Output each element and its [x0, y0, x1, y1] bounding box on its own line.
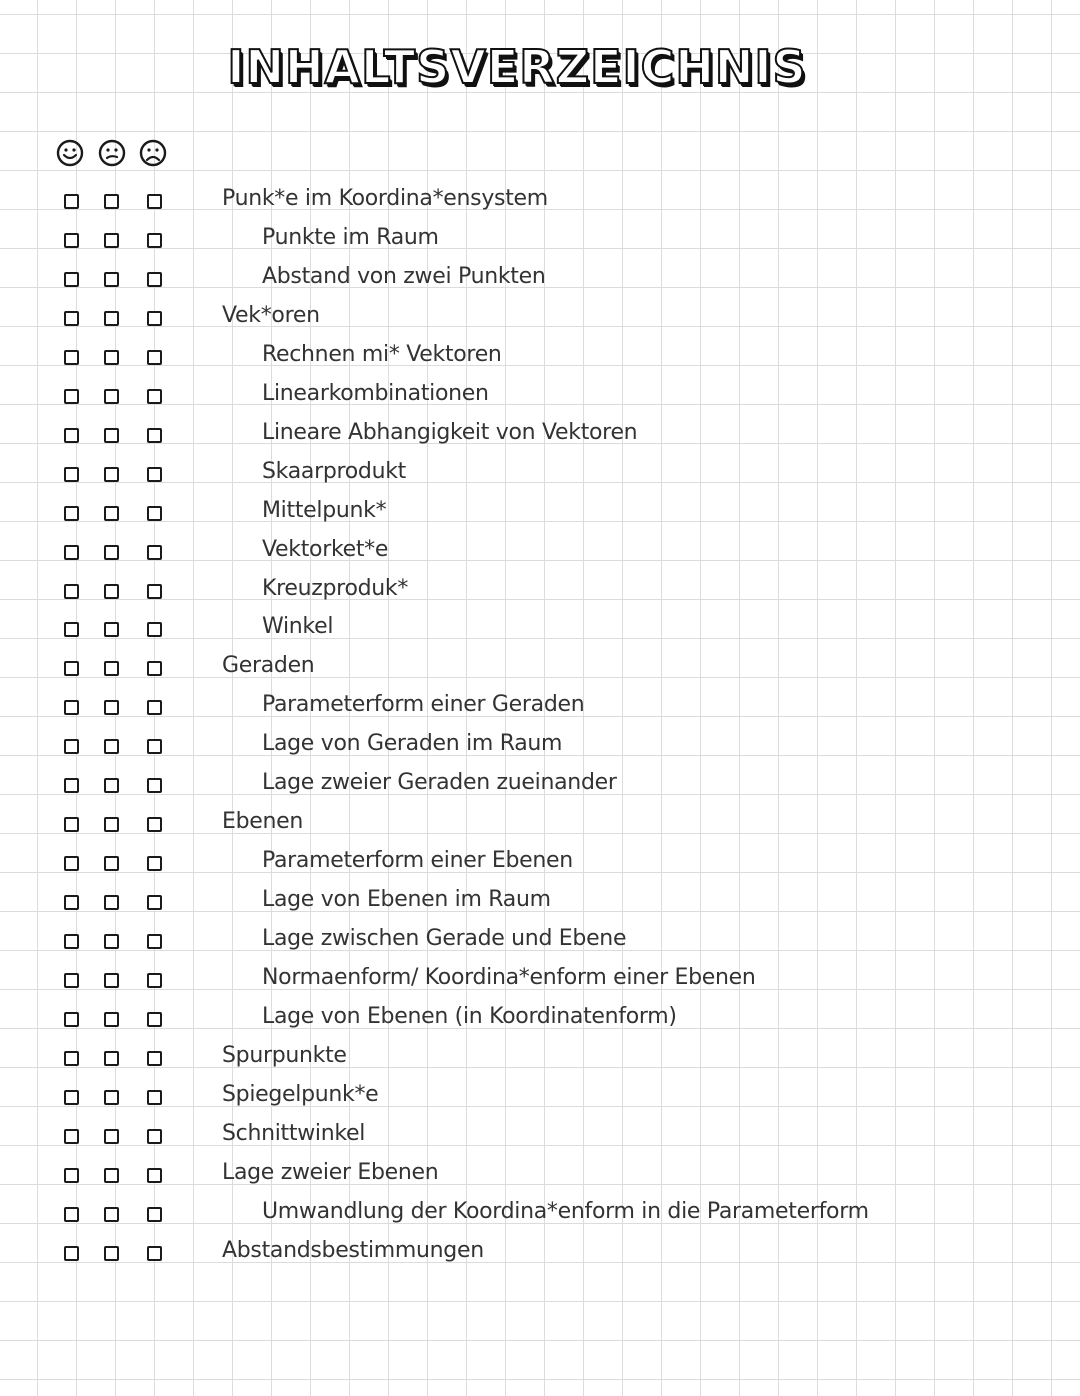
subsection-title: Lage von Geraden im Raum: [262, 731, 563, 757]
rating-bad-checkbox[interactable]: [147, 973, 162, 988]
rating-good-checkbox[interactable]: [64, 506, 79, 521]
rating-good-checkbox[interactable]: [64, 233, 79, 248]
rating-ok-checkbox[interactable]: [104, 622, 119, 637]
rating-bad-checkbox[interactable]: [147, 700, 162, 715]
rating-ok-checkbox[interactable]: [104, 700, 119, 715]
subsection-title: Kreuzproduk*: [262, 575, 409, 601]
rating-bad-checkbox[interactable]: [147, 1129, 162, 1144]
section-title: Vek*oren: [222, 302, 320, 328]
rating-bad-checkbox[interactable]: [147, 389, 162, 404]
subsection-title: Lage von Ebenen im Raum: [262, 887, 551, 913]
rating-good-checkbox[interactable]: [64, 1012, 79, 1027]
rating-bad-checkbox[interactable]: [147, 1012, 162, 1027]
list-item: [0, 844, 1080, 883]
rating-ok-checkbox[interactable]: [104, 817, 119, 832]
list-item: [0, 572, 1080, 611]
subsection-title: Winkel: [262, 614, 334, 640]
rating-bad-checkbox[interactable]: [147, 1090, 162, 1105]
rating-bad-checkbox[interactable]: [147, 1168, 162, 1183]
list-item: [0, 1156, 1080, 1195]
rating-good-checkbox[interactable]: [64, 1246, 79, 1261]
list-item: [0, 221, 1080, 260]
list-item: [0, 727, 1080, 766]
subsection-title: Lage zweier Geraden zueinander: [262, 770, 617, 796]
rating-ok-checkbox[interactable]: [104, 467, 119, 482]
list-item: [0, 1195, 1080, 1234]
rating-bad-checkbox[interactable]: [147, 1051, 162, 1066]
subsection-title: Normaenform/ Koordina*enform einer Ebenen: [262, 965, 756, 990]
rating-good-checkbox[interactable]: [64, 545, 79, 560]
rating-ok-checkbox[interactable]: [104, 1246, 119, 1261]
happy-face-icon: [56, 139, 84, 167]
rating-ok-checkbox[interactable]: [104, 233, 119, 248]
list-item: [0, 1078, 1080, 1117]
rating-ok-checkbox[interactable]: [104, 661, 119, 676]
rating-ok-checkbox[interactable]: [104, 1051, 119, 1066]
list-item: [0, 299, 1080, 338]
rating-ok-checkbox[interactable]: [104, 194, 119, 209]
rating-good-checkbox[interactable]: [64, 1090, 79, 1105]
rating-ok-checkbox[interactable]: [104, 584, 119, 599]
section-title: Schnittwinkel: [222, 1120, 366, 1146]
rating-bad-checkbox[interactable]: [147, 739, 162, 754]
subsection-title: Parameterform einer Ebenen: [262, 848, 573, 874]
list-item: [0, 1039, 1080, 1078]
rating-good-checkbox[interactable]: [64, 817, 79, 832]
rating-good-checkbox[interactable]: [64, 661, 79, 676]
rating-bad-checkbox[interactable]: [147, 506, 162, 521]
rating-bad-checkbox[interactable]: [147, 350, 162, 365]
list-item: [0, 1234, 1080, 1273]
rating-good-checkbox[interactable]: [64, 584, 79, 599]
rating-ok-checkbox[interactable]: [104, 856, 119, 871]
list-item: [0, 922, 1080, 961]
rating-ok-checkbox[interactable]: [104, 1129, 119, 1144]
rating-bad-checkbox[interactable]: [147, 1207, 162, 1222]
rating-bad-checkbox[interactable]: [147, 584, 162, 599]
rating-ok-checkbox[interactable]: [104, 739, 119, 754]
rating-bad-checkbox[interactable]: [147, 428, 162, 443]
list-item: [0, 533, 1080, 572]
list-item: [0, 766, 1080, 805]
section-title: Punk*e im Koordina*ensystem: [222, 186, 548, 211]
list-item: [0, 182, 1080, 221]
rating-good-checkbox[interactable]: [64, 1207, 79, 1222]
section-title: Ebenen: [222, 809, 304, 835]
list-item: [0, 649, 1080, 688]
rating-bad-checkbox[interactable]: [147, 272, 162, 287]
rating-good-checkbox[interactable]: [64, 311, 79, 326]
subsection-title: Rechnen mi* Vektoren: [262, 341, 502, 367]
rating-good-checkbox[interactable]: [64, 856, 79, 871]
subsection-title: Punkte im Raum: [262, 224, 439, 250]
list-item: [0, 961, 1080, 1000]
list-item: [0, 610, 1080, 649]
list-item: [0, 455, 1080, 494]
rating-ok-checkbox[interactable]: [104, 350, 119, 365]
rating-ok-checkbox[interactable]: [104, 545, 119, 560]
list-item: [0, 260, 1080, 299]
rating-good-checkbox[interactable]: [64, 700, 79, 715]
subsection-title: Skaarprodukt: [262, 458, 406, 484]
rating-good-checkbox[interactable]: [64, 973, 79, 988]
rating-ok-checkbox[interactable]: [104, 778, 119, 793]
page-title: INHALTSVERZEICHNIS: [227, 40, 807, 94]
rating-good-checkbox[interactable]: [64, 1129, 79, 1144]
rating-good-checkbox[interactable]: [64, 622, 79, 637]
rating-ok-checkbox[interactable]: [104, 506, 119, 521]
rating-ok-checkbox[interactable]: [104, 1090, 119, 1105]
rating-ok-checkbox[interactable]: [104, 1207, 119, 1222]
rating-bad-checkbox[interactable]: [147, 895, 162, 910]
subsection-title: Mittelpunk*: [262, 497, 387, 523]
list-item: [0, 1000, 1080, 1039]
subsection-title: Parameterform einer Geraden: [262, 692, 585, 718]
section-title: Spiegelpunk*e: [222, 1081, 379, 1107]
rating-good-checkbox[interactable]: [64, 1168, 79, 1183]
list-item: [0, 805, 1080, 844]
subsection-title: Abstand von zwei Punkten: [262, 263, 546, 289]
rating-good-checkbox[interactable]: [64, 778, 79, 793]
rating-good-checkbox[interactable]: [64, 194, 79, 209]
rating-ok-checkbox[interactable]: [104, 389, 119, 404]
rating-bad-checkbox[interactable]: [147, 622, 162, 637]
rating-good-checkbox[interactable]: [64, 467, 79, 482]
rating-ok-checkbox[interactable]: [104, 1012, 119, 1027]
list-item: [0, 416, 1080, 455]
rating-ok-checkbox[interactable]: [104, 934, 119, 949]
rating-bad-checkbox[interactable]: [147, 194, 162, 209]
list-item: [0, 494, 1080, 533]
rating-ok-checkbox[interactable]: [104, 428, 119, 443]
rating-bad-checkbox[interactable]: [147, 661, 162, 676]
rating-bad-checkbox[interactable]: [147, 856, 162, 871]
rating-ok-checkbox[interactable]: [104, 895, 119, 910]
rating-good-checkbox[interactable]: [64, 895, 79, 910]
rating-bad-checkbox[interactable]: [147, 311, 162, 326]
rating-good-checkbox[interactable]: [64, 739, 79, 754]
sad-face-icon: [139, 139, 167, 167]
subsection-title: Linearkombinationen: [262, 380, 489, 406]
list-item: [0, 338, 1080, 377]
rating-bad-checkbox[interactable]: [147, 467, 162, 482]
rating-good-checkbox[interactable]: [64, 389, 79, 404]
rating-ok-checkbox[interactable]: [104, 1168, 119, 1183]
neutral-face-icon: [98, 139, 126, 167]
list-item: [0, 1117, 1080, 1156]
section-title: Lage zweier Ebenen: [222, 1159, 439, 1185]
rating-good-checkbox[interactable]: [64, 350, 79, 365]
list-item: [0, 688, 1080, 727]
subsection-title: Lineare Abhangigkeit von Vektoren: [262, 419, 638, 445]
rating-ok-checkbox[interactable]: [104, 973, 119, 988]
rating-good-checkbox[interactable]: [64, 428, 79, 443]
section-title: Geraden: [222, 653, 315, 679]
rating-bad-checkbox[interactable]: [147, 1246, 162, 1261]
rating-bad-checkbox[interactable]: [147, 233, 162, 248]
rating-good-checkbox[interactable]: [64, 272, 79, 287]
rating-good-checkbox[interactable]: [64, 934, 79, 949]
rating-good-checkbox[interactable]: [64, 1051, 79, 1066]
list-item: [0, 377, 1080, 416]
subsection-title: Vektorket*e: [262, 536, 389, 562]
rating-bad-checkbox[interactable]: [147, 817, 162, 832]
rating-ok-checkbox[interactable]: [104, 272, 119, 287]
section-title: Spurpunkte: [222, 1042, 347, 1068]
rating-bad-checkbox[interactable]: [147, 778, 162, 793]
list-item: [0, 883, 1080, 922]
rating-ok-checkbox[interactable]: [104, 311, 119, 326]
subsection-title: Lage zwischen Gerade und Ebene: [262, 926, 627, 952]
section-title: Abstandsbestimmungen: [222, 1237, 484, 1263]
rating-bad-checkbox[interactable]: [147, 545, 162, 560]
subsection-title: Lage von Ebenen (in Koordinatenform): [262, 1003, 677, 1029]
rating-bad-checkbox[interactable]: [147, 934, 162, 949]
subsection-title: Umwandlung der Koordina*enform in die Parameterform: [262, 1198, 869, 1224]
